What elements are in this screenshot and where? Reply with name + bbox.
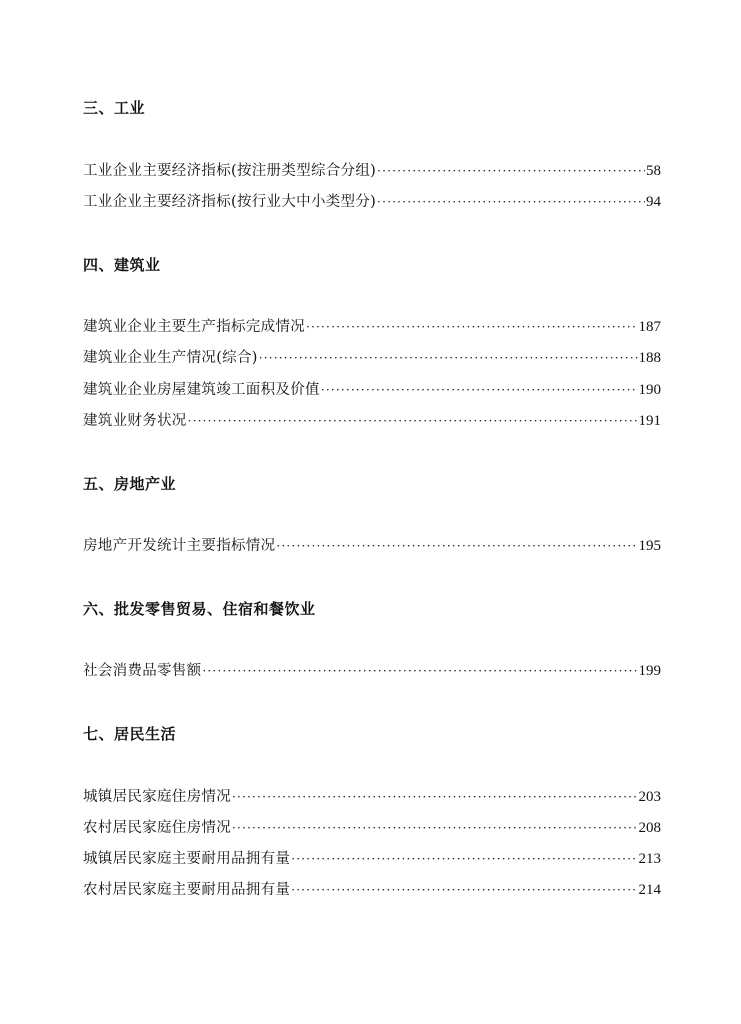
section-heading-industry: 三、工业 (83, 99, 146, 117)
dot-leader (276, 536, 637, 556)
toc-entry-page: 187 (638, 319, 661, 335)
dot-leader (377, 192, 645, 212)
toc-entry-title: 建筑业企业房屋建筑竣工面积及价值 (83, 382, 320, 398)
toc-entry-title: 建筑业财务状况 (83, 413, 187, 429)
toc-entry[interactable] (83, 161, 661, 181)
section-heading-construction: 四、建筑业 (83, 256, 161, 274)
toc-entry-page: 190 (638, 382, 661, 398)
toc-entry[interactable] (83, 536, 661, 556)
toc-entry[interactable] (83, 849, 661, 869)
dot-leader (321, 380, 638, 400)
dot-leader (377, 161, 645, 181)
toc-entry-title: 建筑业企业生产情况(综合) (83, 350, 258, 366)
dot-leader (291, 849, 637, 869)
toc-entry-title: 城镇居民家庭住房情况 (83, 789, 231, 805)
toc-entry[interactable] (83, 317, 661, 337)
toc-entry-title: 房地产开发统计主要指标情况 (83, 538, 276, 554)
toc-entry-page: 58 (646, 163, 661, 179)
toc-entry-title: 建筑业企业主要生产指标完成情况 (83, 319, 305, 335)
toc-entry-page: 208 (638, 820, 661, 836)
toc-entry-title: 农村居民家庭住房情况 (83, 820, 231, 836)
toc-entry-page: 188 (638, 350, 661, 366)
toc-entry[interactable] (83, 880, 661, 900)
toc-entry-page: 195 (638, 538, 661, 554)
toc-entry-title: 农村居民家庭主要耐用品拥有量 (83, 882, 291, 898)
toc-entry[interactable] (83, 411, 661, 431)
toc-entry-page: 94 (646, 194, 661, 210)
toc-entry-page: 213 (638, 851, 661, 867)
toc-entry-page: 191 (638, 413, 661, 429)
section-heading-real-estate: 五、房地产业 (83, 475, 177, 493)
toc-entry-page: 214 (638, 882, 661, 898)
toc-entry-title: 城镇居民家庭主要耐用品拥有量 (83, 851, 291, 867)
toc-entry[interactable] (83, 348, 661, 368)
toc-entry-title: 工业企业主要经济指标(按行业大中小类型分) (83, 194, 377, 210)
toc-entry[interactable] (83, 787, 661, 807)
dot-leader (232, 787, 638, 807)
toc-entry[interactable] (83, 192, 661, 212)
toc-entry[interactable] (83, 661, 661, 681)
toc-entry-page: 199 (638, 663, 661, 679)
dot-leader (306, 317, 638, 337)
toc-entry-title: 社会消费品零售额 (83, 663, 202, 679)
toc-entry[interactable] (83, 380, 661, 400)
toc-entry[interactable] (83, 818, 661, 838)
dot-leader (291, 880, 637, 900)
dot-leader (202, 661, 637, 681)
dot-leader (259, 348, 638, 368)
dot-leader (188, 411, 638, 431)
section-heading-living: 七、居民生活 (83, 725, 177, 743)
toc-entry-page: 203 (638, 789, 661, 805)
section-heading-retail: 六、批发零售贸易、住宿和餐饮业 (83, 600, 316, 618)
toc-entry-title: 工业企业主要经济指标(按注册类型综合分组) (83, 163, 377, 179)
dot-leader (232, 818, 638, 838)
